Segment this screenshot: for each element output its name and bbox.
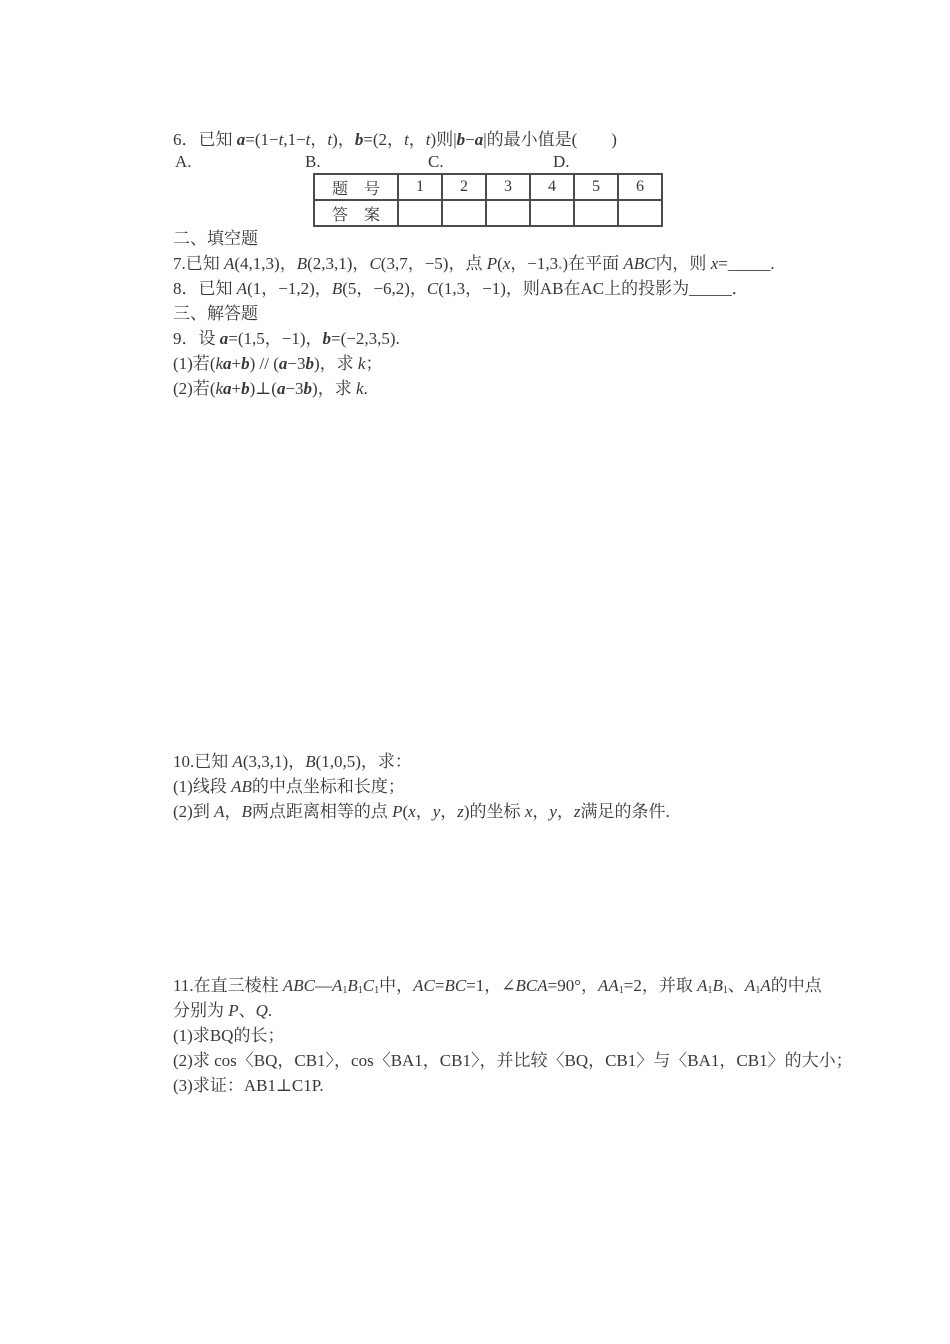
text-segment: =1，∠ [466,976,516,995]
text-segment: 9．设 [173,329,220,348]
text-segment: =90°， [547,976,599,995]
question-10-part-1 [173,774,405,799]
question-9-part-1 [173,351,382,376]
text-segment: z [573,802,581,821]
text-segment: 10.已知 [173,752,233,771]
text-segment: ， [310,130,328,149]
text-segment: a [223,379,232,398]
text-segment: (3)求证：AB1⊥C1P. [173,1076,324,1095]
question-number-cell: 5 [574,174,618,200]
text-segment: (1)线段 [173,777,232,796]
question-7 [173,251,775,276]
text-segment: = [434,976,445,995]
text-segment: ， [224,802,242,821]
text-segment: )⊥( [249,379,277,398]
answer-table-answer-row [314,200,662,226]
text-segment: k [215,354,224,373]
text-segment: =(−2,3,5). [331,329,400,348]
text-segment: C [369,254,381,273]
text-segment: y [549,802,557,821]
text-segment: 6．已知 [173,130,237,149]
text-segment: B [712,976,723,995]
text-segment: + [231,379,242,398]
text-segment: B [331,279,343,298]
text-segment: (4,1,3)， [234,254,297,273]
text-segment: BCA [515,976,548,995]
text-segment: ， [532,802,550,821]
question-number-cell: 4 [530,174,574,200]
text-segment: 满足的条件. [580,802,670,821]
text-segment: B [347,976,358,995]
text-segment: 的中点 [770,976,822,995]
answer-blank-cell [398,200,442,226]
text-segment: P [228,1001,239,1020]
text-segment: 1 [357,985,363,996]
text-segment: t [425,130,431,149]
text-segment: (3,3,1)， [242,752,306,771]
text-segment: b [303,379,313,398]
question-11-part-1 [173,1023,284,1048]
text-segment: (2)求 cos〈BQ，CB1〉，cos〈BA1，CB1〉，并比较〈BQ，CB1〉与〈BA1，CB1〉的大小； [173,1051,853,1070]
text-segment: t [327,130,333,149]
text-segment: y [432,802,441,821]
text-segment: |的最小值是( ) [483,130,617,149]
text-segment: b [322,329,331,348]
text-segment: k [215,379,224,398]
text-segment: 中， [379,976,414,995]
option-b-label: B. [305,152,321,171]
text-segment: C [426,279,439,298]
question-9 [173,326,400,351]
text-segment: AC [413,976,435,995]
text-segment: b [456,130,466,149]
text-segment: −3 [285,379,304,398]
text-segment: (2)到 [173,802,215,821]
text-segment: 1 [707,985,713,996]
text-segment: 的中点坐标和长度； [251,777,405,796]
answer-blank-cell [486,200,530,226]
text-segment: 1 [342,985,348,996]
text-segment: ， [440,802,458,821]
text-segment: a [278,354,288,373]
text-segment: z [457,802,464,821]
text-segment: )，求 [314,354,358,373]
text-segment: AB [231,777,252,796]
text-segment: B [296,254,308,273]
text-segment: 1 [618,985,624,996]
text-segment: P [392,802,403,821]
text-segment: k [357,354,366,373]
text-segment: 分别为 [173,1001,229,1020]
text-segment: x [502,254,511,273]
text-segment: − [465,130,475,149]
text-segment: =(1,5，−1)， [228,329,323,348]
text-segment: =_____. [718,254,775,273]
text-segment: a [236,130,246,149]
text-segment: −3 [287,354,306,373]
text-segment: )则| [430,130,457,149]
text-segment: 内，则 [655,254,711,273]
answer-blank-cell [574,200,618,226]
text-segment: 、 [727,976,745,995]
answer-blank-cell [618,200,662,226]
text-segment: (1)若( [173,354,216,373]
text-segment: ； [365,354,383,373]
text-segment: B [305,752,316,771]
text-segment: x [710,254,719,273]
text-segment: =2，并取 [623,976,698,995]
text-segment: BC [444,976,467,995]
question-6 [173,127,617,152]
text-segment: (5，−6,2)， [342,279,427,298]
text-segment: 1 [374,985,380,996]
text-segment: a [219,329,229,348]
text-segment: 11.在直三棱柱 [173,976,283,995]
question-10-part-2 [173,799,670,824]
question-11-part-2 [173,1048,853,1073]
text-segment: ) // ( [249,354,279,373]
text-segment: ( [402,802,409,821]
text-segment: b [241,379,250,398]
text-segment: a [223,354,232,373]
text-segment: a [474,130,484,149]
text-segment: ABC [623,254,656,273]
text-segment: )的坐标 [463,802,525,821]
question-9-part-2 [173,376,368,401]
text-segment: 8．已知 [173,279,237,298]
text-segment: ， [415,802,433,821]
text-segment: . [363,379,368,398]
text-segment: — [314,976,332,995]
text-segment: a [276,379,286,398]
text-segment: 、 [238,1001,256,1020]
text-segment: =(1− [245,130,279,149]
section-title-solve: 三、解答题 [173,304,258,323]
section-title-fill-blank: 二、填空题 [173,229,258,248]
text-segment: x [408,802,416,821]
text-segment: (2)若( [173,379,216,398]
option-d-label: D. [553,152,570,171]
question-number-label-cell: 题 号 [314,174,398,200]
text-segment: ， [408,130,426,149]
question-number-cell: 2 [442,174,486,200]
text-segment: 7.已知 [173,254,224,273]
answer-label-cell: 答 案 [314,200,398,226]
text-segment: A [232,752,243,771]
text-segment: (1,3，−1)，则AB在AC上的投影为_____． [438,279,749,298]
text-segment: t [278,130,284,149]
option-c-label: C. [428,152,444,171]
text-segment: t [305,130,311,149]
text-segment: b [241,354,250,373]
answer-table-header-row [314,174,662,200]
question-number-cell: 6 [618,174,662,200]
text-segment: B [241,802,252,821]
question-11-line-2 [173,998,272,1023]
question-11-part-3 [173,1073,324,1098]
text-segment: ， [556,802,574,821]
text-segment: Q [255,1001,268,1020]
text-segment: b [305,354,314,373]
text-segment: (2,3,1)， [307,254,370,273]
answer-blank-cell [442,200,486,226]
text-segment: A [697,976,708,995]
text-segment: + [231,354,242,373]
text-segment: (3,7，−5)，点 [380,254,487,273]
question-8 [173,276,749,301]
question-number-cell: 3 [486,174,530,200]
text-segment: AA [598,976,619,995]
text-segment: )在平面 [562,254,624,273]
text-segment: A [236,279,248,298]
text-segment: . [558,254,563,273]
text-segment: 1 [755,985,761,996]
answer-table [313,173,663,227]
text-segment: k [355,379,364,398]
text-segment: (1，−1,2)， [247,279,332,298]
question-number-cell: 1 [398,174,442,200]
question-11-line-1 [173,973,822,998]
text-segment: 1 [722,985,728,996]
text-segment: A [214,802,225,821]
text-segment: ,1− [283,130,306,149]
text-segment: b [354,130,364,149]
text-segment: ，−1,3 [510,254,559,273]
text-segment: )， [332,130,355,149]
text-segment: (1)求BQ的长； [173,1026,285,1045]
text-segment: (1,0,5)，求： [315,752,412,771]
text-segment: ( [497,254,503,273]
text-segment: )，求 [312,379,356,398]
text-segment: C [362,976,375,995]
text-segment: x [524,802,533,821]
text-segment: . [267,1001,273,1020]
option-a-label: A. [175,152,192,171]
text-segment: P [486,254,498,273]
text-segment: 两点距离相等的点 [251,802,393,821]
text-segment: A [760,976,771,995]
text-segment: ABC [282,976,315,995]
text-segment: =(2， [363,130,405,149]
question-10 [173,749,412,774]
answer-blank-cell [530,200,574,226]
text-segment: A [224,254,235,273]
text-segment: A [331,976,343,995]
text-segment: A [744,976,756,995]
text-segment: t [404,130,409,149]
